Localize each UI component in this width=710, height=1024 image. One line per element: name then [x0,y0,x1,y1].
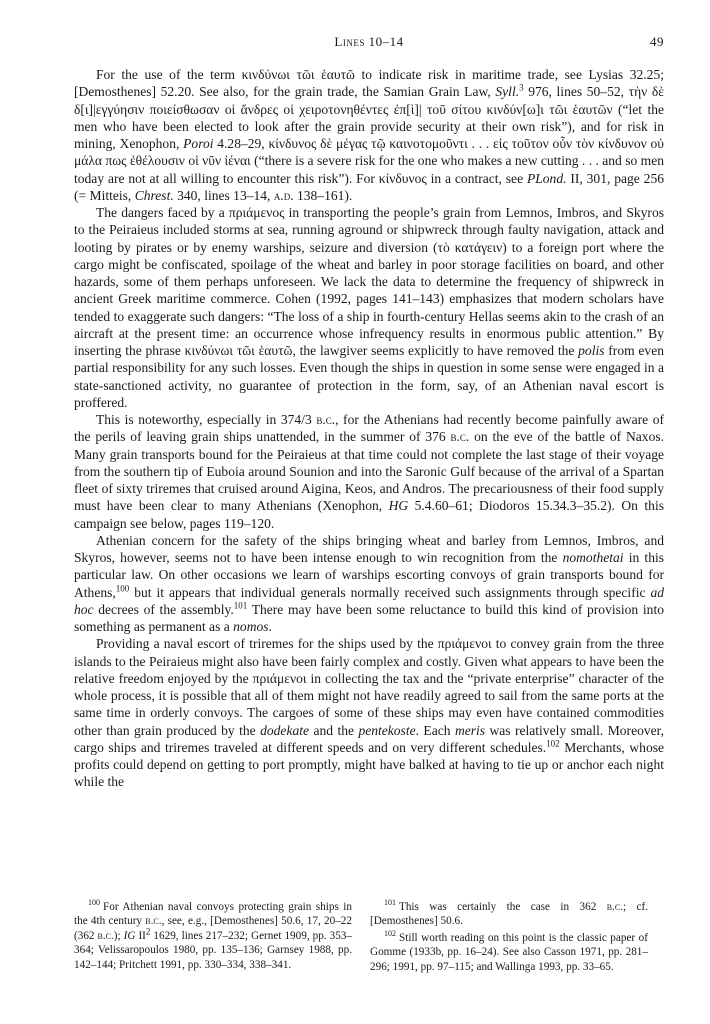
italic-text: ad hoc [74,584,664,617]
text-run: from even partial responsibility for any such losses. Even though the ships in question in some sense were engaged in a state-sanctioned activity, no guarantee of protection in the form, say, of an Athenian naval escort is proffered. [74,343,664,410]
text-run: For the use of the term κινδύνωι τῶι ἑαυτῶ to indicate risk in maritime trade, see Lysias 32.25; [Demosthenes] 52.20. See also, for the grain trade, the Samian Grain Law, [74,67,664,100]
footnote-number: 102 [384,929,396,939]
body-paragraph [74,532,664,636]
text-run: For Athenian naval convoys protecting grain ships in the 4th century [74,901,352,928]
text-run: , see, e.g., [Demosthenes] 50.6, 17, 20–22 (362 [74,915,352,942]
text-run: Providing a naval escort of triremes for the ships used by the πριάμενοι to convey grain from the three islands to the Peiraieus might also have been fairly complex and costly. Given what appears to have been the relative freedom enjoyed by the πριάμενοι in collecting the tax and the “private enterprise” character of the whole process, it is possible that all of them might not have readily agreed to sail from the same ports at the same time in orderly convoys. The cargoes of some of these ships may even have contained commodities other than grain produced by the [74,636,664,738]
text-run: . Each [415,722,455,738]
text-run: 1629, lines 217–232; Gernet 1909, pp. 353–364; Velissaropoulos 1980, pp. 135–136; Garnsey 1988, pp. 142–144; Pritchett 1991, pp. 330–334, 338–341. [74,929,352,971]
text-run: ; cf. [Demosthenes] 50.6. [370,901,648,928]
text-run: was relatively small. Moreover, cargo ships and triremes traveled at different speeds and on very different schedules. [74,722,664,755]
footnote [370,900,648,929]
footnote [370,931,648,974]
text-run: . [268,619,272,634]
small-caps-text: b.c. [145,915,162,928]
page [74,18,665,973]
note-reference: 3 [519,82,524,93]
body-paragraph [74,635,664,790]
running-head [74,18,664,49]
text-run: Still worth reading on this point is the classic paper of Gomme (1933b, pp. 16–24). See also Casson 1971, pp. 281–296; 1991, pp. 97–115; and Wallinga 1993, pp. 33–65. [370,931,648,973]
italic-text: IG [123,929,136,942]
italic-text: nomos [233,619,269,634]
note-reference: 100 [115,582,130,593]
note-reference: 101 [233,600,248,611]
footnotes-left-column [74,900,352,974]
text-run: There may have been some reluctance to build this kind of provision into something as permanent as a [74,601,664,634]
text-run: 138–161). [293,187,353,203]
text-run: but it appears that individual generals normally received such assignments through specific [129,584,651,600]
text-run: II [135,929,146,942]
italic-text: pentekoste [358,722,416,738]
italic-text: Syll. [495,84,520,100]
running-title: Lines 10–14 [334,34,404,49]
footnote [74,900,352,972]
body-paragraph [74,204,664,411]
text-run: Merchants, whose profits could depend on getting to port promptly, might have balked at having to tie up or anchor each night while the [74,739,664,790]
small-caps-text: b.c. [316,412,336,427]
note-reference: 102 [546,738,560,749]
footnote-number: 100 [88,898,100,908]
text-run: and the [309,722,359,738]
body-paragraph [74,411,664,532]
italic-text: polis [578,343,605,358]
footnotes-right-column [370,900,648,976]
italic-text: meris [454,722,486,738]
text-run: 976, lines 50–52, τὴν δὲ δ[ι]|εγγύησιν ποιείσθωσαν οἱ ἄνδρες οἱ χειροτονηθέντες ἐπ[ὶ]| τοῦ σίτου κινδύν[ω]ι τῶι ἑαυτῶν (“let the men who have been elected to look after the grain provide security at their own risk”), and for risk in mining, Xenophon, [74,84,664,151]
text-run: Athenian concern for the safety of the ships bringing wheat and barley from Lemnos, Imbros, and Skyros, however, seems not to have been intense enough to win recognition from the [74,532,664,565]
text-run: 5.4.60–61; Diodoros 15.34.3–35.2). On this campaign see below, pages 119–120. [74,498,664,531]
text-run: This is noteworthy, especially in 374/3 [96,412,317,427]
text-run: decrees of the assembly. [93,601,234,617]
text-run: The dangers faced by a πριάμενος in transporting the people’s grain from Lemnos, Imbros, and Skyros to the Peiraieus included storms at sea, running aground or shipwreck through faulty navigation, attack and looting by pirates or by enemy warships, seizure and diversion (τὸ κατάγειν) to a foreign port where the cargo might be confiscated, spoilage of the wheat and barley in poor storage facilities on board, and other hazards, some of them perhaps unforeseen. We lack the data to determine the frequency of shipwreck in ancient Greek maritime commerce. Cohen (1992, pages 141–143) emphasizes that modern scholars have tended to exaggerate such dangers: “The loss of a ship in fourth-century Hellas seems akin to the crash of an aircraft at the present time: an occurrence whose infrequency results in enormous public attention.” By inserting the phrase κινδύνωι τῶι ἑαυτῶ, the lawgiver seems explicitly to have removed the [74,205,664,358]
italic-text: Poroi [183,136,214,151]
small-caps-text: b.c. [606,901,623,913]
page-number: 49 [650,34,664,49]
text-run: in this particular law. On other occasions we learn of warships escorting convoys of grain transports bound for Athens, [74,550,664,600]
text-run: , for the Athenians had recently become painfully aware of the perils of leaving grain ships unattended, in the summer of 376 [74,412,664,445]
italic-text: nomothetai [562,550,624,565]
italic-text: Chrest. [134,187,174,203]
note-reference: 2 [145,926,151,937]
small-caps-text: b.c. [97,929,114,942]
text-run: 340, lines 13–14, [173,187,274,203]
text-run: II, 301, page 256 (= Mitteis, [74,170,664,203]
text-run: ); [113,929,124,942]
body-paragraph [74,66,664,204]
footnote-number: 101 [384,898,396,908]
small-caps-text: b.c. [450,429,470,445]
italic-text: HG [388,498,409,514]
text-run: on the eve of the battle of Naxos. Many grain transports bound for the Peiraieus at that time could not complete the last stage of their voyage from the southern tip of Euboia around Sounion and into the Saronic Gulf because of the arrival of a Spartan fleet of sixty triremes that cruised around Aigina, Keos, and Andros. The precariousness of their food supply must have been clear to many Athenians (Xenophon, [74,429,665,514]
italic-text: dodekate [260,722,310,738]
text-run: This was certainly the case in 362 [399,901,607,913]
italic-text: PLond. [526,170,567,186]
small-caps-text: a.d. [273,187,294,203]
body-text [74,66,664,791]
text-run: 4.28–29, κίνδυνος δὲ μέγας τῷ καινοτομοῦντι . . . εἰς τοῦτον οὖν τὸν κίνδυνον οὐ μάλα πως ἐθέλουσιν οἱ νῦν ἰέναι (“there is a severe risk for the one who makes a new cutting . . . and so men today are not at all willing to encounter this risk”). For κίνδυνος in a contract, see [74,136,664,186]
